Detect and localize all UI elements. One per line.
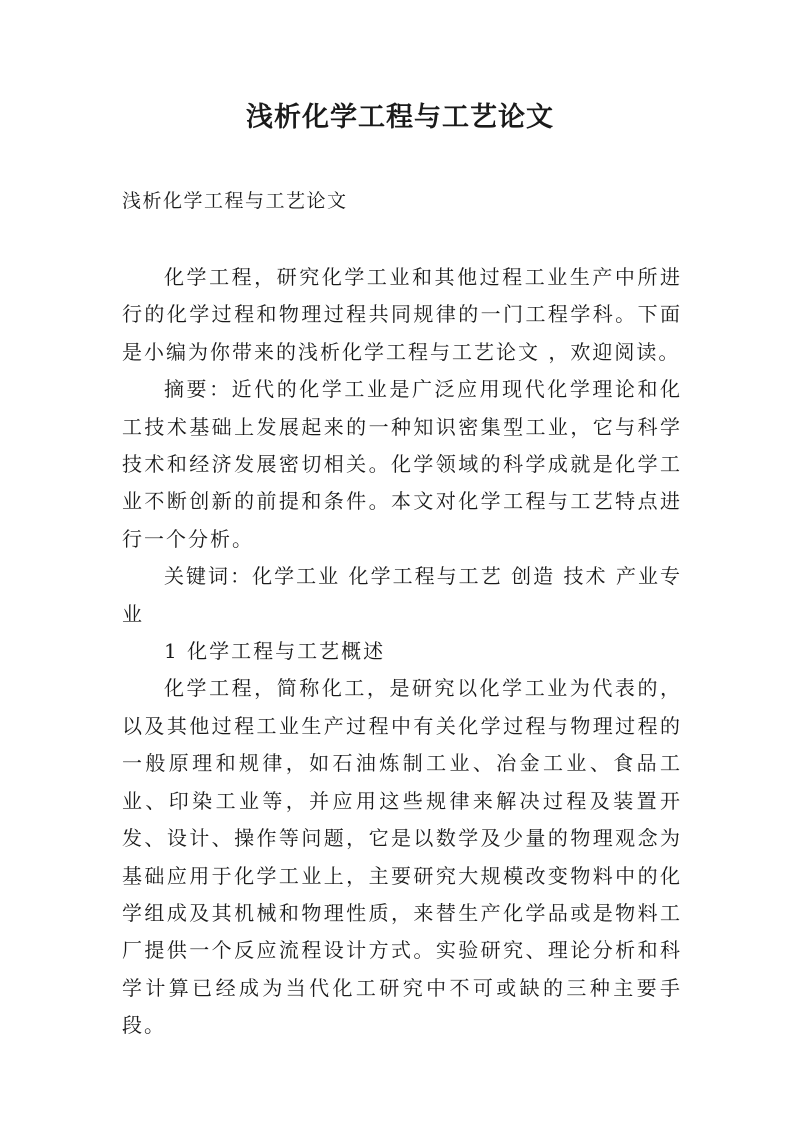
intro-paragraph: 化学工程，研究化学工业和其他过程工业生产中所进行的化学过程和物理过程共同规律的一门工程学科。下面是小编为你带来的浅析化学工程与工艺论文 ，欢迎阅读。 — [122, 265, 682, 364]
section-body-paragraph: 化学工程，简称化工，是研究以化学工业为代表的，以及其他过程工业生产过程中有关化学过程与物理过程的一般原理和规律，如石油炼制工业、冶金工业、食品工业、印染工业等，并应用这些规律来解决过程及装置开发、设计、操作等问题，它是以数学及少量的物理观念为基础应用于化学工业上，主要研究大规模改变物料中的化学组成及其机械和物理性质，来替生产化学品或是物料工厂提供一个反应流程设计方式。实验研究、理论分析和科学计算已经成为当代化工研究中不可或缺的三种主要手段。 — [122, 676, 682, 1038]
keywords-paragraph: 关键词：化学工业 化学工程与工艺 创造 技术 产业专业 — [122, 564, 682, 626]
document-subtitle: 浅析化学工程与工艺论文 — [122, 190, 348, 212]
document-body — [122, 259, 682, 1045]
document-title: 浅析化学工程与工艺论文 — [246, 102, 554, 133]
abstract-paragraph: 摘要：近代的化学工业是广泛应用现代化学理论和化工技术基础上发展起来的一种知识密集型工业，它与科学技术和经济发展密切相关。化学领域的科学成就是化学工业不断创新的前提和条件。本文对化学工程与工艺特点进行一个分析。 — [122, 377, 682, 551]
section-heading: 1 化学工程与工艺概述 — [164, 639, 386, 664]
